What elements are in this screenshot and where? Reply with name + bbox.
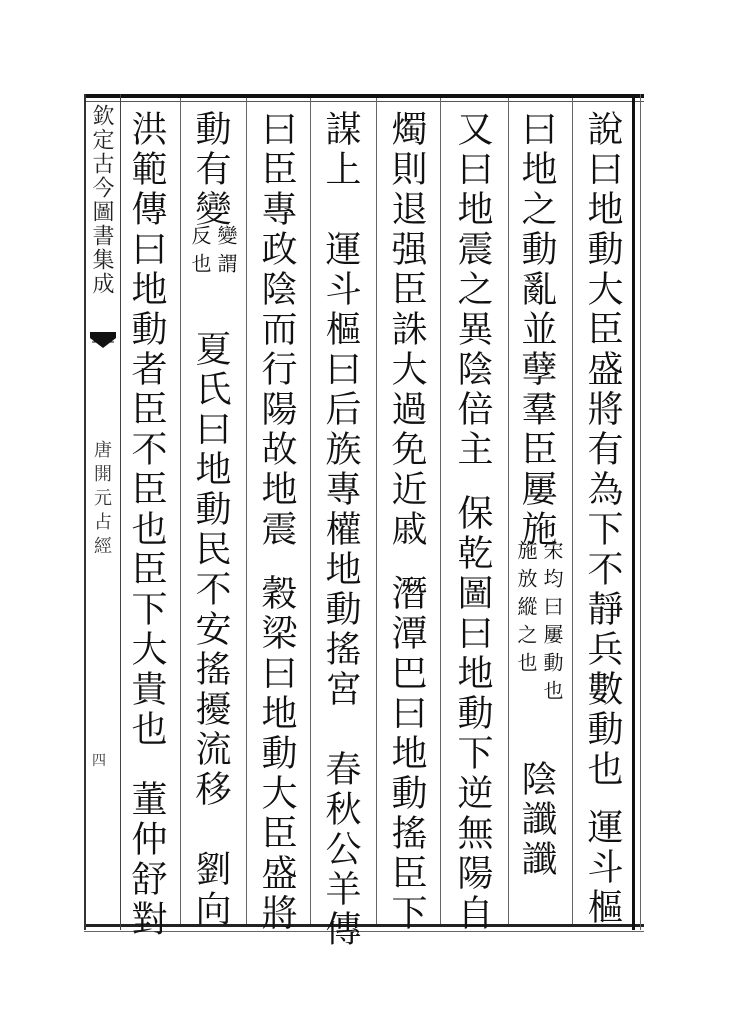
note-left-line: 施放縱之也 [514, 540, 538, 680]
text-column-6 [256, 110, 297, 934]
column-divider [508, 98, 509, 924]
column-divider [180, 98, 181, 924]
column-tail-text: 運斗樞曰后族專權地動搖宮 春秋公羊傳 [320, 230, 361, 950]
note-left-line: 反也 [188, 225, 212, 281]
column-divider [440, 98, 441, 924]
column-main-text: 又曰地震之異陰倍主 [452, 110, 493, 470]
column-divider [376, 98, 377, 924]
column-tail-text: 潛潭巴曰地動搖臣下 [386, 574, 427, 934]
commentary-note [190, 225, 236, 281]
column-tail-text: 運斗樞 [582, 808, 623, 928]
text-column-7 [190, 110, 231, 230]
text-column-7-tail [190, 330, 231, 930]
top-border-inner [84, 101, 644, 102]
book-title: 欽定古今圖書集成 [89, 104, 114, 296]
page-number: 四 [92, 753, 106, 769]
column-main-text: 曰臣專政陰而行陽故地震 [256, 110, 297, 550]
column-main-text: 動有變 [190, 110, 231, 230]
column-divider [246, 98, 247, 924]
column-tail-text: 陰讖讖 [516, 760, 557, 880]
column-tail-text: 穀梁曰地動大臣盛將 [256, 574, 297, 934]
text-column-8 [126, 110, 167, 940]
left-border [84, 94, 86, 930]
edition-title: 唐開元占經 [91, 440, 112, 560]
note-right-line: 宋均曰屢動也 [540, 540, 564, 708]
column-main-text: 洪範傳曰地動者臣不臣也臣下大貴也 [126, 110, 167, 750]
column-tail-text: 保乾圖曰地動下逆無陽自 [452, 494, 493, 934]
gutter-line [120, 94, 121, 930]
column-tail-text: 夏氏曰地動民不安搖擾流移 劉向 [190, 330, 231, 930]
right-border-inner [640, 94, 641, 930]
commentary-note [516, 540, 562, 708]
right-border [632, 94, 635, 930]
text-column-5 [320, 110, 361, 950]
column-tail-text: 董仲舒對 [126, 780, 167, 940]
text-column-4 [386, 110, 427, 934]
text-column-1 [582, 110, 623, 928]
top-border [84, 94, 644, 98]
fishtail-ornament-icon [88, 330, 118, 352]
column-main-text: 謀上 [320, 110, 361, 190]
bottom-border-inner [84, 931, 644, 932]
column-main-text: 說曰地動大臣盛將有為下不靜兵數動也 [582, 110, 623, 790]
column-divider [572, 98, 573, 924]
column-divider [310, 98, 311, 924]
column-main-text: 燭則退强臣誅大過免近戚 [386, 110, 427, 550]
bottom-border [84, 924, 644, 927]
text-column-2 [516, 110, 557, 550]
column-main-text: 曰地之動亂並孽羣臣屢施 [516, 110, 557, 550]
note-right-line: 變謂 [214, 225, 238, 281]
text-column-2-tail [516, 760, 557, 880]
text-column-3 [452, 110, 493, 934]
